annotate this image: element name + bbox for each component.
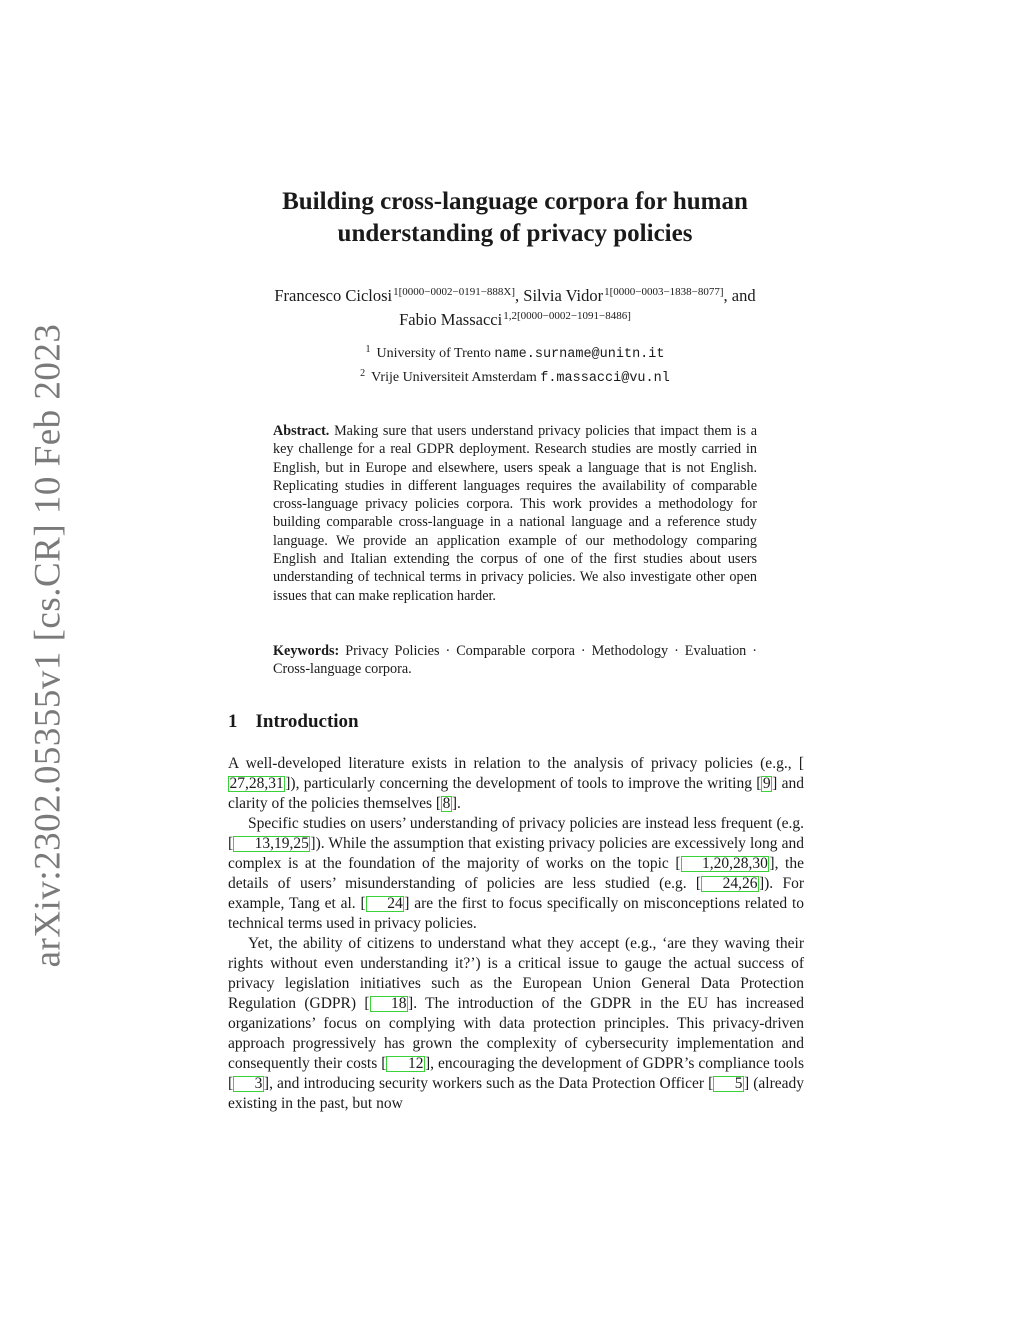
abstract-label: Abstract. — [273, 423, 330, 439]
affiliation-1-name: University of Trento — [376, 346, 491, 361]
text-run: . — [457, 795, 461, 812]
text-run: are the first to focus specifically on misconceptions related to technical terms used in privacy policies. — [228, 895, 805, 932]
keywords — [273, 642, 757, 679]
citation-link[interactable]: 24,26 — [701, 876, 759, 892]
arxiv-sidebar — [25, 323, 70, 967]
title-line-2: understanding of privacy policies — [337, 220, 693, 247]
paragraph-1: A well-developed literature exists in relation to the analysis of privacy policies (e.g., [27,28,31]), particularly concerning the development of tools to improve the writing [9] and clarity of the policies themselves [8]. — [228, 755, 804, 812]
affiliation-2-email: f.massacci@vu.nl — [540, 371, 670, 386]
affiliation-2 — [200, 364, 830, 388]
citation-link[interactable]: 1,20,28,30 — [681, 856, 770, 872]
keywords-text: Privacy Policies · Comparable corpora · Methodology · Evaluation · Cross-language corpora. — [273, 643, 757, 678]
text-run: (already existing in the past, but now — [228, 1075, 804, 1112]
affiliation-1 — [200, 340, 830, 364]
title-line-1: Building cross-language corpora for human — [282, 188, 748, 215]
text-run: ), particularly concerning the development of tools to improve the writing — [290, 775, 757, 792]
text-run: A well-developed literature exists in relation to the analysis of privacy policies (e.g., — [228, 755, 799, 772]
paragraph-3: Yet, the ability of citizens to understand what they accept (e.g., ‘are they waving their rights without even understanding it?’) is a critical issue to gauge the actual success of privacy legislation initiatives such as the European Union General Data Protection Regulation (GDPR) [ 18]. The introduction of the GDPR in the EU has increased organizations’ focus on complying with data protection principles. This privacy-driven approach progressively has grown the complexity of cybersecurity implementation and consequently their costs [ 12], encouraging the development of GDPR’s compliance tools [ 3], and introducing security workers such as the Data Protection Officer [ 5] (already existing in the past, but now — [228, 935, 804, 1112]
citation-link[interactable]: 8 — [442, 795, 451, 812]
text-run: ). For example, Tang et al. — [228, 875, 804, 912]
affiliation-1-email: name.surname@unitn.it — [494, 347, 665, 362]
text-run: , and introducing security workers such as the Data Protection Officer — [269, 1075, 709, 1092]
author-2-name: Silvia Vidor — [523, 286, 604, 305]
citation-link[interactable]: 5 — [713, 1076, 744, 1092]
text-run: Specific studies on users’ understanding of privacy policies are instead less frequent (e.g. — [248, 815, 804, 832]
affiliation-2-number: 2 — [360, 368, 366, 379]
section-title: Introduction — [255, 711, 359, 732]
citation-link[interactable]: 27,28,31 — [229, 775, 284, 792]
author-3-orcid: 1,2[0000−0002−1091−8486] — [503, 310, 631, 322]
affiliation-2-name: Vrije Universiteit Amsterdam — [371, 370, 537, 385]
citation-link[interactable]: 3 — [233, 1076, 264, 1092]
abstract-text: Making sure that users understand privacy policies that impact them is a key challenge for a real GDPR deployment. Research studies are mostly carried in English, but in Europe and elsewhere, users speak a language that is not English. Replicating studies in different languages requires the availability of comparable cross-language privacy policies corpora. This work provides a methodology for building comparable cross-language in a national language and a reference study language. We provide an application example of our methodology comparing English and Italian extending the corpus of one of the first studies about users understanding of technical terms in privacy policies. We also investigate other open issues that can make replication harder. — [273, 423, 758, 604]
text-run: , the details of users’ misunderstanding of policies are less studied (e.g. — [228, 855, 804, 892]
text-run: and clarity of the policies themselves — [228, 775, 804, 812]
text-run: ). While the assumption that existing privacy policies are excessively long and complex is at the foundation of the majority of works on the topic — [228, 835, 804, 872]
paper-title — [230, 186, 800, 250]
body-text — [228, 754, 804, 1114]
text-run: . The introduction of the GDPR in the EU has increased organizations’ focus on complying with data protection principles. This privacy-driven approach progressively has grown the complexity of cybersecurity implementation and consequently their costs — [228, 995, 804, 1072]
keywords-label: Keywords: — [273, 643, 340, 659]
affiliations — [200, 340, 830, 388]
author-1-name: Francesco Ciclosi — [274, 286, 393, 305]
author-separator-1: , — [515, 286, 524, 305]
author-list — [210, 282, 820, 330]
author-1-orcid: 1[0000−0002−0191−888X] — [393, 286, 516, 298]
paragraph-2: Specific studies on users’ understanding of privacy policies are instead less frequent (e.g.[ 13,19,25]). While the assumption that existing privacy policies are excessively long and complex is at the foundation of the majority of works on the topic [ 1,20,28,30], the details of users’ misunderstanding of policies are less studied (e.g. [ 24,26]). For example, Tang et al. [ 24] are the first to focus specifically on misconceptions related to technical terms used in privacy policies. — [228, 815, 805, 932]
citation-link[interactable]: 12 — [386, 1056, 425, 1072]
text-run: , encouraging the development of GDPR’s compliance tools — [430, 1055, 804, 1072]
section-number: 1 — [228, 711, 238, 732]
abstract — [273, 422, 757, 605]
author-2-orcid: 1[0000−0003−1838−8077] — [604, 286, 724, 298]
arxiv-identifier: arXiv:2302.05355v1 [cs.CR] 10 Feb 2023 — [27, 323, 69, 967]
citation-link[interactable]: 18 — [370, 996, 409, 1012]
citation-link[interactable]: 9 — [762, 775, 771, 792]
author-3-name: Fabio Massacci — [399, 310, 503, 329]
text-run: Yet, the ability of citizens to understand what they accept (e.g., ‘are they waving their rights without even understanding it?’) is a critical issue to gauge the actual success of privacy legislation initiatives such as the European Union General Data Protection Regulation (GDPR) — [228, 935, 804, 1012]
citation-link[interactable]: 24 — [366, 896, 405, 912]
section-heading — [228, 711, 359, 733]
author-separator-2: , and — [723, 286, 756, 305]
citation-link[interactable]: 13,19,25 — [233, 836, 310, 852]
affiliation-1-number: 1 — [365, 344, 371, 355]
